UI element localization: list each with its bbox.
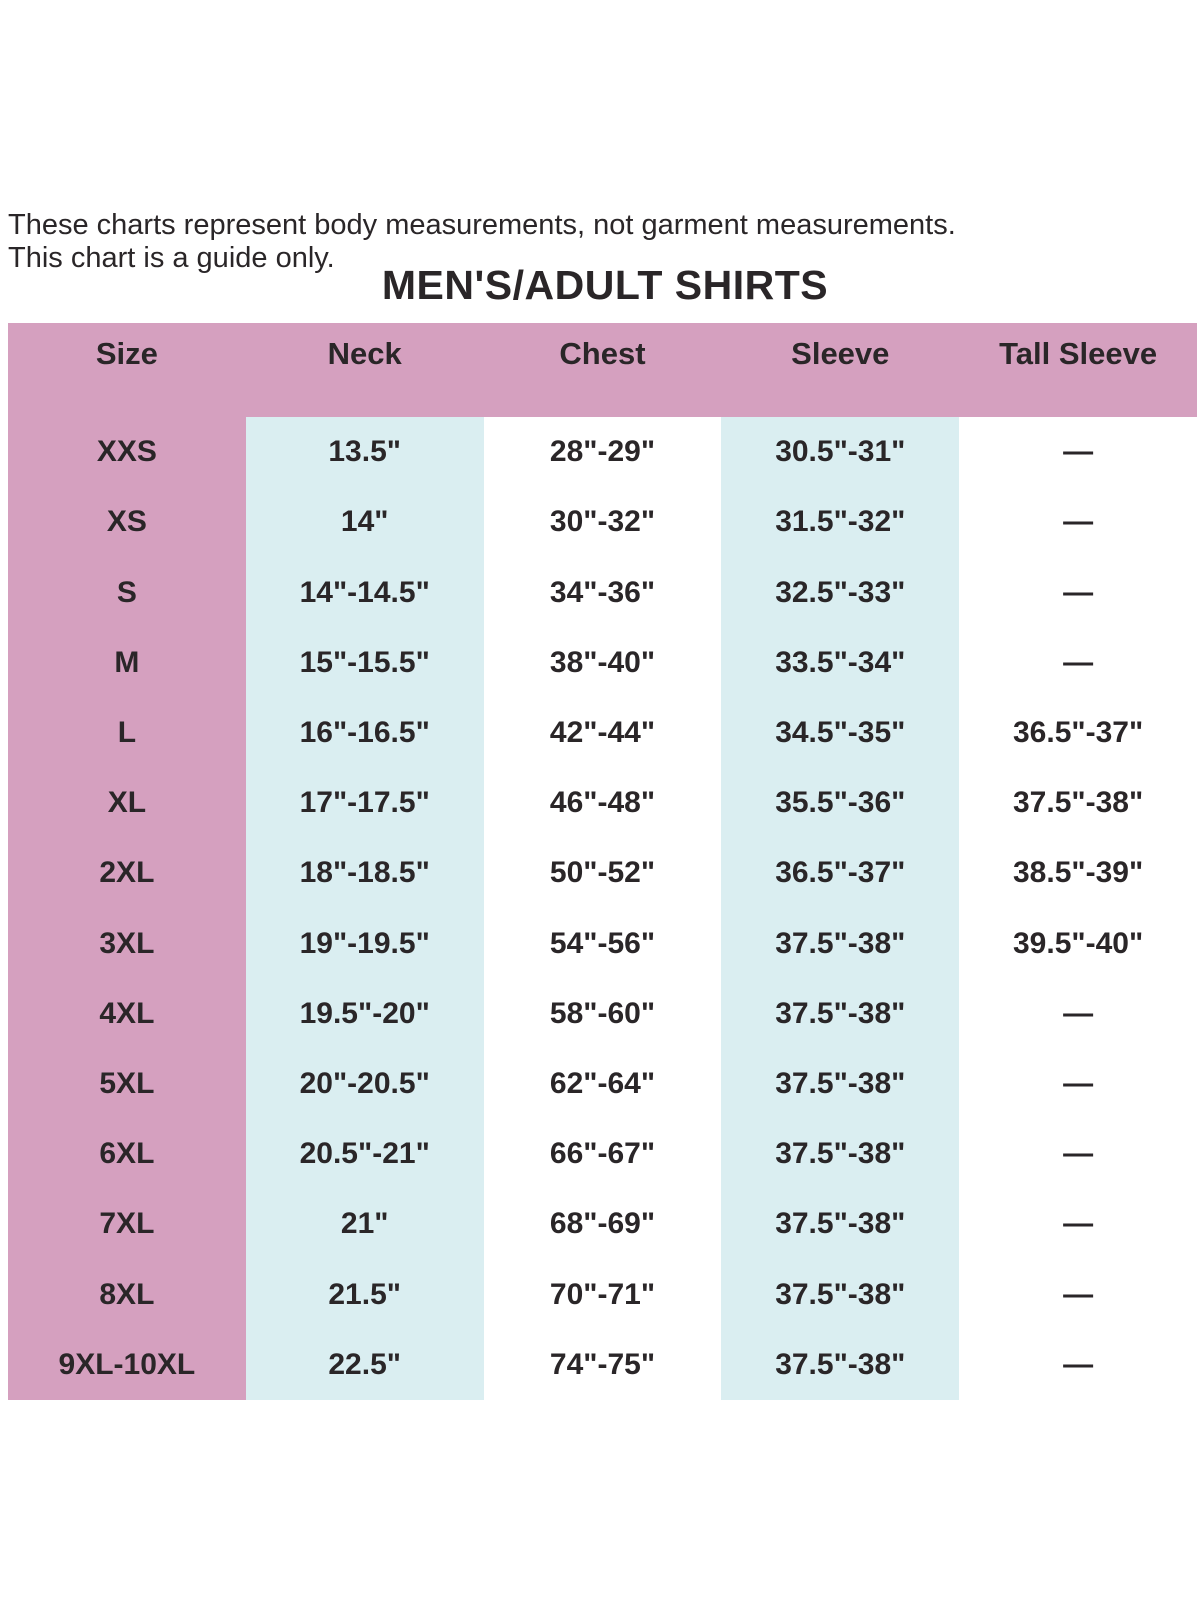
- table-row: [8, 838, 1197, 908]
- sleeve-cell: 37.5"-38": [721, 1049, 959, 1119]
- size-cell: 7XL: [8, 1189, 246, 1259]
- neck-cell: 19"-19.5": [246, 909, 484, 979]
- column-header-sleeve: Sleeve: [791, 336, 890, 371]
- table-row: [8, 1119, 1197, 1189]
- tall-sleeve-cell: —: [1063, 575, 1094, 609]
- table-body: [8, 417, 1197, 1400]
- size-cell: XS: [8, 487, 246, 557]
- tall-sleeve-cell: 39.5"-40": [1012, 926, 1144, 960]
- table-row: [8, 979, 1197, 1049]
- neck-cell: 21": [246, 1189, 484, 1259]
- chest-cell: 30"-32": [549, 505, 656, 539]
- sleeve-cell: 34.5"-35": [721, 698, 959, 768]
- column-header-neck: Neck: [327, 336, 402, 371]
- size-cell: M: [8, 628, 246, 698]
- table-header-row: [8, 323, 1197, 417]
- size-cell: 3XL: [8, 909, 246, 979]
- column-header-tall-sleeve: Tall Sleeve: [999, 336, 1158, 371]
- sleeve-cell: 36.5"-37": [721, 838, 959, 908]
- tall-sleeve-cell: 37.5"-38": [1012, 786, 1144, 820]
- sleeve-cell: 37.5"-38": [721, 1189, 959, 1259]
- chest-cell: 54"-56": [549, 926, 656, 960]
- size-cell: 5XL: [8, 1049, 246, 1119]
- tall-sleeve-cell: —: [1063, 1347, 1094, 1381]
- neck-cell: 20"-20.5": [246, 1049, 484, 1119]
- size-cell: L: [8, 698, 246, 768]
- neck-cell: 17"-17.5": [246, 768, 484, 838]
- tall-sleeve-cell: 36.5"-37": [1012, 715, 1144, 749]
- chest-cell: 42"-44": [549, 715, 656, 749]
- table-row: [8, 909, 1197, 979]
- table-row: [8, 417, 1197, 487]
- size-cell: S: [8, 557, 246, 627]
- size-cell: 4XL: [8, 979, 246, 1049]
- sleeve-cell: 35.5"-36": [721, 768, 959, 838]
- table-row: [8, 698, 1197, 768]
- neck-cell: 14"-14.5": [246, 557, 484, 627]
- sleeve-cell: 32.5"-33": [721, 557, 959, 627]
- tall-sleeve-cell: —: [1063, 645, 1094, 679]
- column-header-chest: Chest: [559, 336, 646, 371]
- chest-cell: 66"-67": [549, 1137, 656, 1171]
- chest-cell: 38"-40": [549, 645, 656, 679]
- chest-cell: 34"-36": [549, 575, 656, 609]
- table-row: [8, 1260, 1197, 1330]
- sleeve-cell: 37.5"-38": [721, 1330, 959, 1400]
- neck-cell: 21.5": [246, 1260, 484, 1330]
- tall-sleeve-cell: —: [1063, 1277, 1094, 1311]
- size-cell: 2XL: [8, 838, 246, 908]
- chest-cell: 46"-48": [549, 786, 656, 820]
- sleeve-cell: 37.5"-38": [721, 909, 959, 979]
- tall-sleeve-cell: —: [1063, 1137, 1094, 1171]
- neck-cell: 15"-15.5": [246, 628, 484, 698]
- tall-sleeve-cell: —: [1063, 1207, 1094, 1241]
- neck-cell: 18"-18.5": [246, 838, 484, 908]
- size-cell: 6XL: [8, 1119, 246, 1189]
- table-row: [8, 628, 1197, 698]
- table-row: [8, 768, 1197, 838]
- size-chart-table: [8, 323, 1197, 1400]
- sleeve-cell: 31.5"-32": [721, 487, 959, 557]
- intro-line-2: This chart is a guide only.: [8, 242, 335, 274]
- table-row: [8, 487, 1197, 557]
- chest-cell: 68"-69": [549, 1207, 656, 1241]
- table-row: [8, 1330, 1197, 1400]
- chest-cell: 50"-52": [549, 856, 656, 890]
- intro-line-1: These charts represent body measurements, not garment measurements.: [8, 209, 956, 241]
- size-cell: XXS: [8, 417, 246, 487]
- chest-cell: 74"-75": [549, 1347, 656, 1381]
- neck-cell: 19.5"-20": [246, 979, 484, 1049]
- sleeve-cell: 30.5"-31": [721, 417, 959, 487]
- sleeve-cell: 37.5"-38": [721, 979, 959, 1049]
- neck-cell: 16"-16.5": [246, 698, 484, 768]
- sleeve-cell: 37.5"-38": [721, 1119, 959, 1189]
- size-cell: XL: [8, 768, 246, 838]
- chest-cell: 58"-60": [549, 996, 656, 1030]
- table-row: [8, 1049, 1197, 1119]
- size-cell: 9XL-10XL: [8, 1330, 246, 1400]
- chest-cell: 28"-29": [549, 435, 656, 469]
- column-header-size: Size: [95, 336, 158, 371]
- sleeve-cell: 33.5"-34": [721, 628, 959, 698]
- chest-cell: 62"-64": [549, 1067, 656, 1101]
- tall-sleeve-cell: 38.5"-39": [1012, 856, 1144, 890]
- tall-sleeve-cell: —: [1063, 505, 1094, 539]
- tall-sleeve-cell: —: [1063, 996, 1094, 1030]
- neck-cell: 13.5": [246, 417, 484, 487]
- tall-sleeve-cell: —: [1063, 1067, 1094, 1101]
- tall-sleeve-cell: —: [1063, 435, 1094, 469]
- table-row: [8, 557, 1197, 627]
- chest-cell: 70"-71": [549, 1277, 656, 1311]
- sleeve-cell: 37.5"-38": [721, 1260, 959, 1330]
- size-cell: 8XL: [8, 1260, 246, 1330]
- neck-cell: 22.5": [246, 1330, 484, 1400]
- neck-cell: 14": [246, 487, 484, 557]
- chart-title: MEN'S/ADULT SHIRTS: [381, 262, 829, 308]
- neck-cell: 20.5"-21": [246, 1119, 484, 1189]
- table-row: [8, 1189, 1197, 1259]
